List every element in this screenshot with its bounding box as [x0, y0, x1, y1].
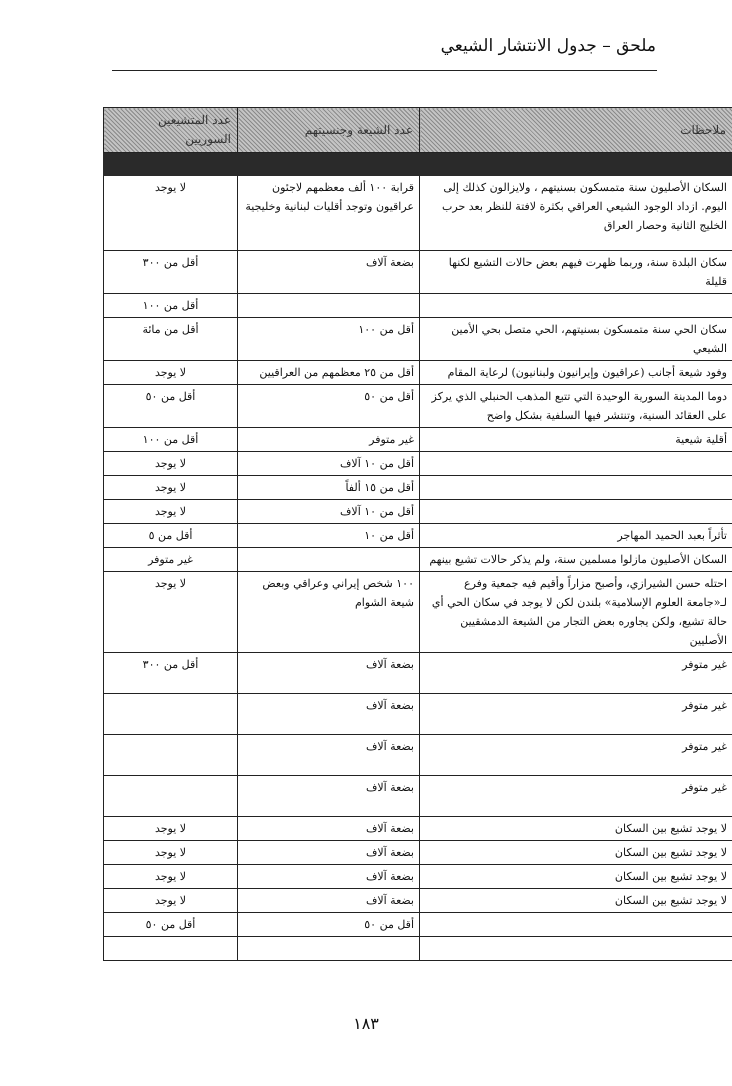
table-row	[104, 452, 732, 476]
cell-syrian-converts: لا يوجد	[104, 841, 238, 865]
table-row	[104, 913, 732, 937]
header-rule	[112, 70, 657, 71]
cell-note	[420, 452, 732, 476]
cell-shia-count: أقل من ١٠ آلاف	[238, 500, 420, 524]
table-row	[104, 572, 732, 653]
cell-note: سكان الحي سنة متمسكون بسنيتهم، الحي متصل بحي الأمين الشيعي	[420, 318, 732, 361]
cell-note	[420, 913, 732, 937]
cell-note: لا يوجد تشيع بين السكان	[420, 817, 732, 841]
cell-syrian-converts: غير متوفر	[104, 548, 238, 572]
cell-shia-count: ١٠٠ شخص إيراني وعراقي وبعض شيعة الشوام	[238, 572, 420, 653]
cell-shia-count: بضعة آلاف	[238, 889, 420, 913]
table-header-row	[104, 108, 732, 153]
cell-shia-count: أقل من ١٠٠	[238, 318, 420, 361]
cell-note: تأثراً بعبد الحميد المهاجر	[420, 524, 732, 548]
table-row	[104, 500, 732, 524]
cell-note: السكان الأصليون مازلوا مسلمين سنة، ولم يذكر حالات تشيع بينهم	[420, 548, 732, 572]
table-row	[104, 817, 732, 841]
table-row	[104, 476, 732, 500]
cell-syrian-converts: لا يوجد	[104, 572, 238, 653]
cell-syrian-converts: أقل من ٣٠٠	[104, 653, 238, 694]
table-row	[104, 776, 732, 817]
table-row	[104, 176, 732, 251]
cell-note: السكان الأصليون سنة متمسكون بسنيتهم ، ولايزالون كذلك إلى اليوم. ازداد الوجود الشيعي العراقي بكثرة لافتة للنظر بعد حرب الخليج الثانية وحصار العراق	[420, 176, 732, 251]
cell-syrian-converts: لا يوجد	[104, 361, 238, 385]
cell-shia-count: غير متوفر	[238, 428, 420, 452]
table-row	[104, 361, 732, 385]
cell-syrian-converts: لا يوجد	[104, 889, 238, 913]
cell-syrian-converts	[104, 776, 238, 817]
cell-shia-count: أقل من ٥٠	[238, 913, 420, 937]
cell-shia-count	[238, 548, 420, 572]
cell-note: أقلية شيعية	[420, 428, 732, 452]
cell-note: لا يوجد تشيع بين السكان	[420, 841, 732, 865]
cell-shia-count: قرابة ١٠٠ ألف معظمهم لاجئون عراقيون وتوجد أقليات لبنانية وخليجية	[238, 176, 420, 251]
cell-note: غير متوفر	[420, 735, 732, 776]
cell-shia-count: أقل من ٢٥ معظمهم من العراقيين	[238, 361, 420, 385]
cell-note: وفود شيعة أجانب (عراقيون وإيرانيون ولبنانيون) لرعاية المقام	[420, 361, 732, 385]
cell-shia-count: أقل من ١٠ آلاف	[238, 452, 420, 476]
table-row	[104, 653, 732, 694]
table-row	[104, 865, 732, 889]
cell-note: غير متوفر	[420, 776, 732, 817]
cell-shia-count: بضعة آلاف	[238, 865, 420, 889]
cell-syrian-converts: أقل من ٥	[104, 524, 238, 548]
table-row	[104, 937, 732, 961]
cell-syrian-converts: أقل من ١٠٠	[104, 294, 238, 318]
table-row	[104, 294, 732, 318]
cell-note: لا يوجد تشيع بين السكان	[420, 865, 732, 889]
cell-shia-count: بضعة آلاف	[238, 841, 420, 865]
cell-note: غير متوفر	[420, 694, 732, 735]
cell-note: لا يوجد تشيع بين السكان	[420, 889, 732, 913]
cell-syrian-converts: لا يوجد	[104, 865, 238, 889]
cell-shia-count	[238, 937, 420, 961]
cell-shia-count	[238, 294, 420, 318]
cell-syrian-converts: أقل من ١٠٠	[104, 428, 238, 452]
cell-shia-count: بضعة آلاف	[238, 735, 420, 776]
table-row	[104, 524, 732, 548]
table-row	[104, 841, 732, 865]
cell-syrian-converts: أقل من ٣٠٠	[104, 251, 238, 294]
cell-syrian-converts	[104, 694, 238, 735]
cell-syrian-converts: لا يوجد	[104, 176, 238, 251]
cell-syrian-converts: أقل من ٥٠	[104, 385, 238, 428]
cell-syrian-converts: لا يوجد	[104, 452, 238, 476]
table-row	[104, 735, 732, 776]
cell-syrian-converts: أقل من مائة	[104, 318, 238, 361]
cell-shia-count: بضعة آلاف	[238, 251, 420, 294]
cell-shia-count: أقل من ١٠	[238, 524, 420, 548]
cell-syrian-converts: لا يوجد	[104, 476, 238, 500]
cell-note: غير متوفر	[420, 653, 732, 694]
cell-shia-count: أقل من ٥٠	[238, 385, 420, 428]
cell-syrian-converts	[104, 937, 238, 961]
table-row	[104, 318, 732, 361]
cell-note	[420, 937, 732, 961]
cell-note: سكان البلدة سنة، وربما ظهرت فيهم بعض حالات التشيع لكنها قليلة	[420, 251, 732, 294]
cell-note: دوما المدينة السورية الوحيدة التي تتبع المذهب الحنبلي الذي يركز على العقائد السنية، وتنتشر فيها السلفية بشكل واضح	[420, 385, 732, 428]
table-row	[104, 548, 732, 572]
header-syrian-converts: عدد المتشيعين السوريين	[104, 108, 238, 153]
cell-shia-count: بضعة آلاف	[238, 776, 420, 817]
cell-shia-count: بضعة آلاف	[238, 694, 420, 735]
cell-syrian-converts: لا يوجد	[104, 817, 238, 841]
cell-note	[420, 476, 732, 500]
cell-shia-count: بضعة آلاف	[238, 653, 420, 694]
cell-syrian-converts: أقل من ٥٠	[104, 913, 238, 937]
page-number: ١٨٣	[353, 1014, 379, 1033]
cell-syrian-converts: لا يوجد	[104, 500, 238, 524]
table-row	[104, 694, 732, 735]
table-row	[104, 428, 732, 452]
cell-shia-count: أقل من ١٥ ألفاً	[238, 476, 420, 500]
cell-note: احتله حسن الشيرازي، وأصبح مزاراً وأقيم فيه جمعية وفرع لـ«جامعة العلوم الإسلامية» بلندن لكن لا يوجد في سكان الحي أي حالة تشيع، ولكن يجاوره بعض التجار من الشيعة الدمشقيين الأصليين	[420, 572, 732, 653]
cell-shia-count: بضعة آلاف	[238, 817, 420, 841]
header-notes: ملاحظات	[420, 108, 732, 153]
cell-note	[420, 500, 732, 524]
spread-table	[103, 107, 732, 961]
header-shia-count: عدد الشيعة وجنسيتهم	[238, 108, 420, 153]
table-row	[104, 251, 732, 294]
page-header: ملحق – جدول الانتشار الشيعي	[440, 36, 656, 56]
cell-syrian-converts	[104, 735, 238, 776]
cell-note	[420, 294, 732, 318]
table-row	[104, 385, 732, 428]
header-band	[104, 153, 732, 176]
table-row	[104, 889, 732, 913]
